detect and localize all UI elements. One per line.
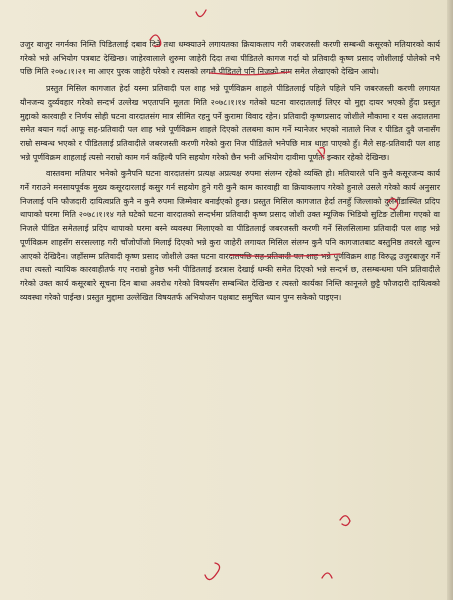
pen-mark-lower: [340, 516, 350, 526]
paragraph-1: उजुर बाजुर नगर्नका निम्ति पिडितलाई दबाव दिने तथा धम्क्याउने लगायतका क्रियाकलाप गरी जबरजस्ती करणी सम्बन्धी कसूरको मतियारको कार्य गरेको भन्ने अभियोग पत्रबाट देखिन्छ। जाहेरवालाले शुरुमा जाहेरी दिदा तथा पीडितले कागज गर्दा यो प्रतिवादी कृष्ण प्रसाद जोशीलाई पोलेको नभै पछि मिति २०७८।१।२१ मा आएर पुरक जाहेरी परेको र त्यसको लगत्तै पीडितले पनि निजको नाम समेत लेखाएको देखिन आयो।: [20, 40, 440, 77]
document-body: [20, 38, 440, 307]
paper-edge: [447, 0, 453, 600]
pen-mark-top-right: [196, 10, 206, 17]
paragraph-2: प्रस्तुत मिसिल कागजात हेर्दा यस्मा प्रतिवादी पल शाह भन्ने पूर्णविक्रम शाहले पीडितलाई पहिले पहिले पनि जबरजस्ती करणी लगायत यौनजन्य दुर्व्यवहार गरेको सन्दर्भ उल्लेख भएतापनि मूलतः मिति २०७८।१।१४ गतेको घटना वारदातलाई लिएर यो मुद्दा दायर भएको हुँदा प्रस्तुत मुद्दाको कारवाही र निर्णय सोही घटना वारदातसंग मात्र सीमित रहनु पर्ने कुरामा विवाद रहेन। प्रतिवादी कृष्णप्रसाद जोशीले मौकामा र यस अदालतमा समेत बयान गर्दा आफू सह-प्रतिवादी पल शाह भन्ने पूर्णविक्रम शाहले दिएको तलबमा काम गर्ने म्यानेजर भएको नाताले निज र पीडित दुवै जनासँग राम्रो सम्बन्ध भएको र पीडितलाई प्रतिवादीले जबरजस्ती करणी गरेको कुरा निज पीडितले भनेपछि मात्र थाहा पाएको हुँ। मैले सह-प्रतिवादी पल शाह भन्ने पूर्णविक्रम शाहलाई त्यसो नराम्रो काम गर्न कहिल्यै पनि सहयोग गरेको छैन भनी अभियोग दावीमा पूर्णतः इन्कार रहेको देखिन्छ।: [20, 84, 440, 162]
pen-mark-bottom: [205, 563, 220, 580]
paragraph-3: वास्तवमा मतियार भनेको कुनैपनि घटना वारदातसंग प्रत्यक्ष अप्रत्यक्ष रुपमा संलग्न रहेको व्यक्ति हो। मतियारले पनि कुनै कसूरजन्य कार्य गर्ने गराउने मनसायपूर्वक मुख्य कसूरदारलाई कसुर गर्न सहयोग हुने गरी कुनै काम कारवाही वा क्रियाकलाप गरेको हुनाले उसले गरेको कार्य अनुसार निजलाई पनि फौजदारी दायित्वप्रति कुनै न कुनै रुपमा जिम्मेवार बनाईएको हुन्छ। प्रस्तुत मिसिल कागजात हेर्दा तनहुँ जिल्लाको दुलेगौंडास्थित प्रदिप थापाको घरमा मिति २०७८।१।१४ गते घटेको घटना वारदातको सन्दर्भमा प्रतिवादी कृष्ण प्रसाद जोशी उक्त म्यूजिक भिडियो सुटिङ टोलीमा गएको वा निजले पीडित समेतलाई प्रदिप थापाको घरमा बस्ने व्यवस्था मिलाएको वा पीडितलाई जबरजस्ती करणी गर्ने सिलसिलामा प्रतिवादी पल शाह भन्ने पूर्णविक्रम शाहसँग सरसल्लाह गरी चाँजोपाँजो मिलाई दिएको भन्ने कुरा जाहेरी लगायत मिसिल संलग्न कुनै पनि कागजातबाट बस्तुनिष्ठ तवरले खुल्न आएको देखिदैन। जहाँसम्म प्रतिवादी कृष्ण प्रसाद जोशीले उक्त घटना वारदातपछि सह-प्रतिवादी पल शाह भन्ने पूर्णविक्रम शाह विरुद्ध उजुरबाजुर गर्ने तथा त्यस्तो न्यायिक कारवाहीतर्फ गए नराम्रो हुनेछ भनी पीडितलाई डरत्रास देखाई धम्की समेत दिएको भन्ने सन्दर्भ छ, तसम्बन्धमा पनि प्रतिवादीले गरेको उक्त कार्य कसूरबारे सूचना दिन बाधा अवरोध गरेको विषयसँग सम्बन्धित देखिन्छ र त्यस्तो कार्यका निम्ति कानूनले छुट्टै फौजदारी दायित्वको व्यवस्था गरेको पाईन्छ। प्रस्तुत मुद्दामा उल्लेखित विषयतर्फ अभियोजन पक्षबाट समुचित ध्यान पुग्न सकेको पाइएन।: [20, 169, 440, 302]
pen-mark-bottom-2: [322, 573, 332, 578]
